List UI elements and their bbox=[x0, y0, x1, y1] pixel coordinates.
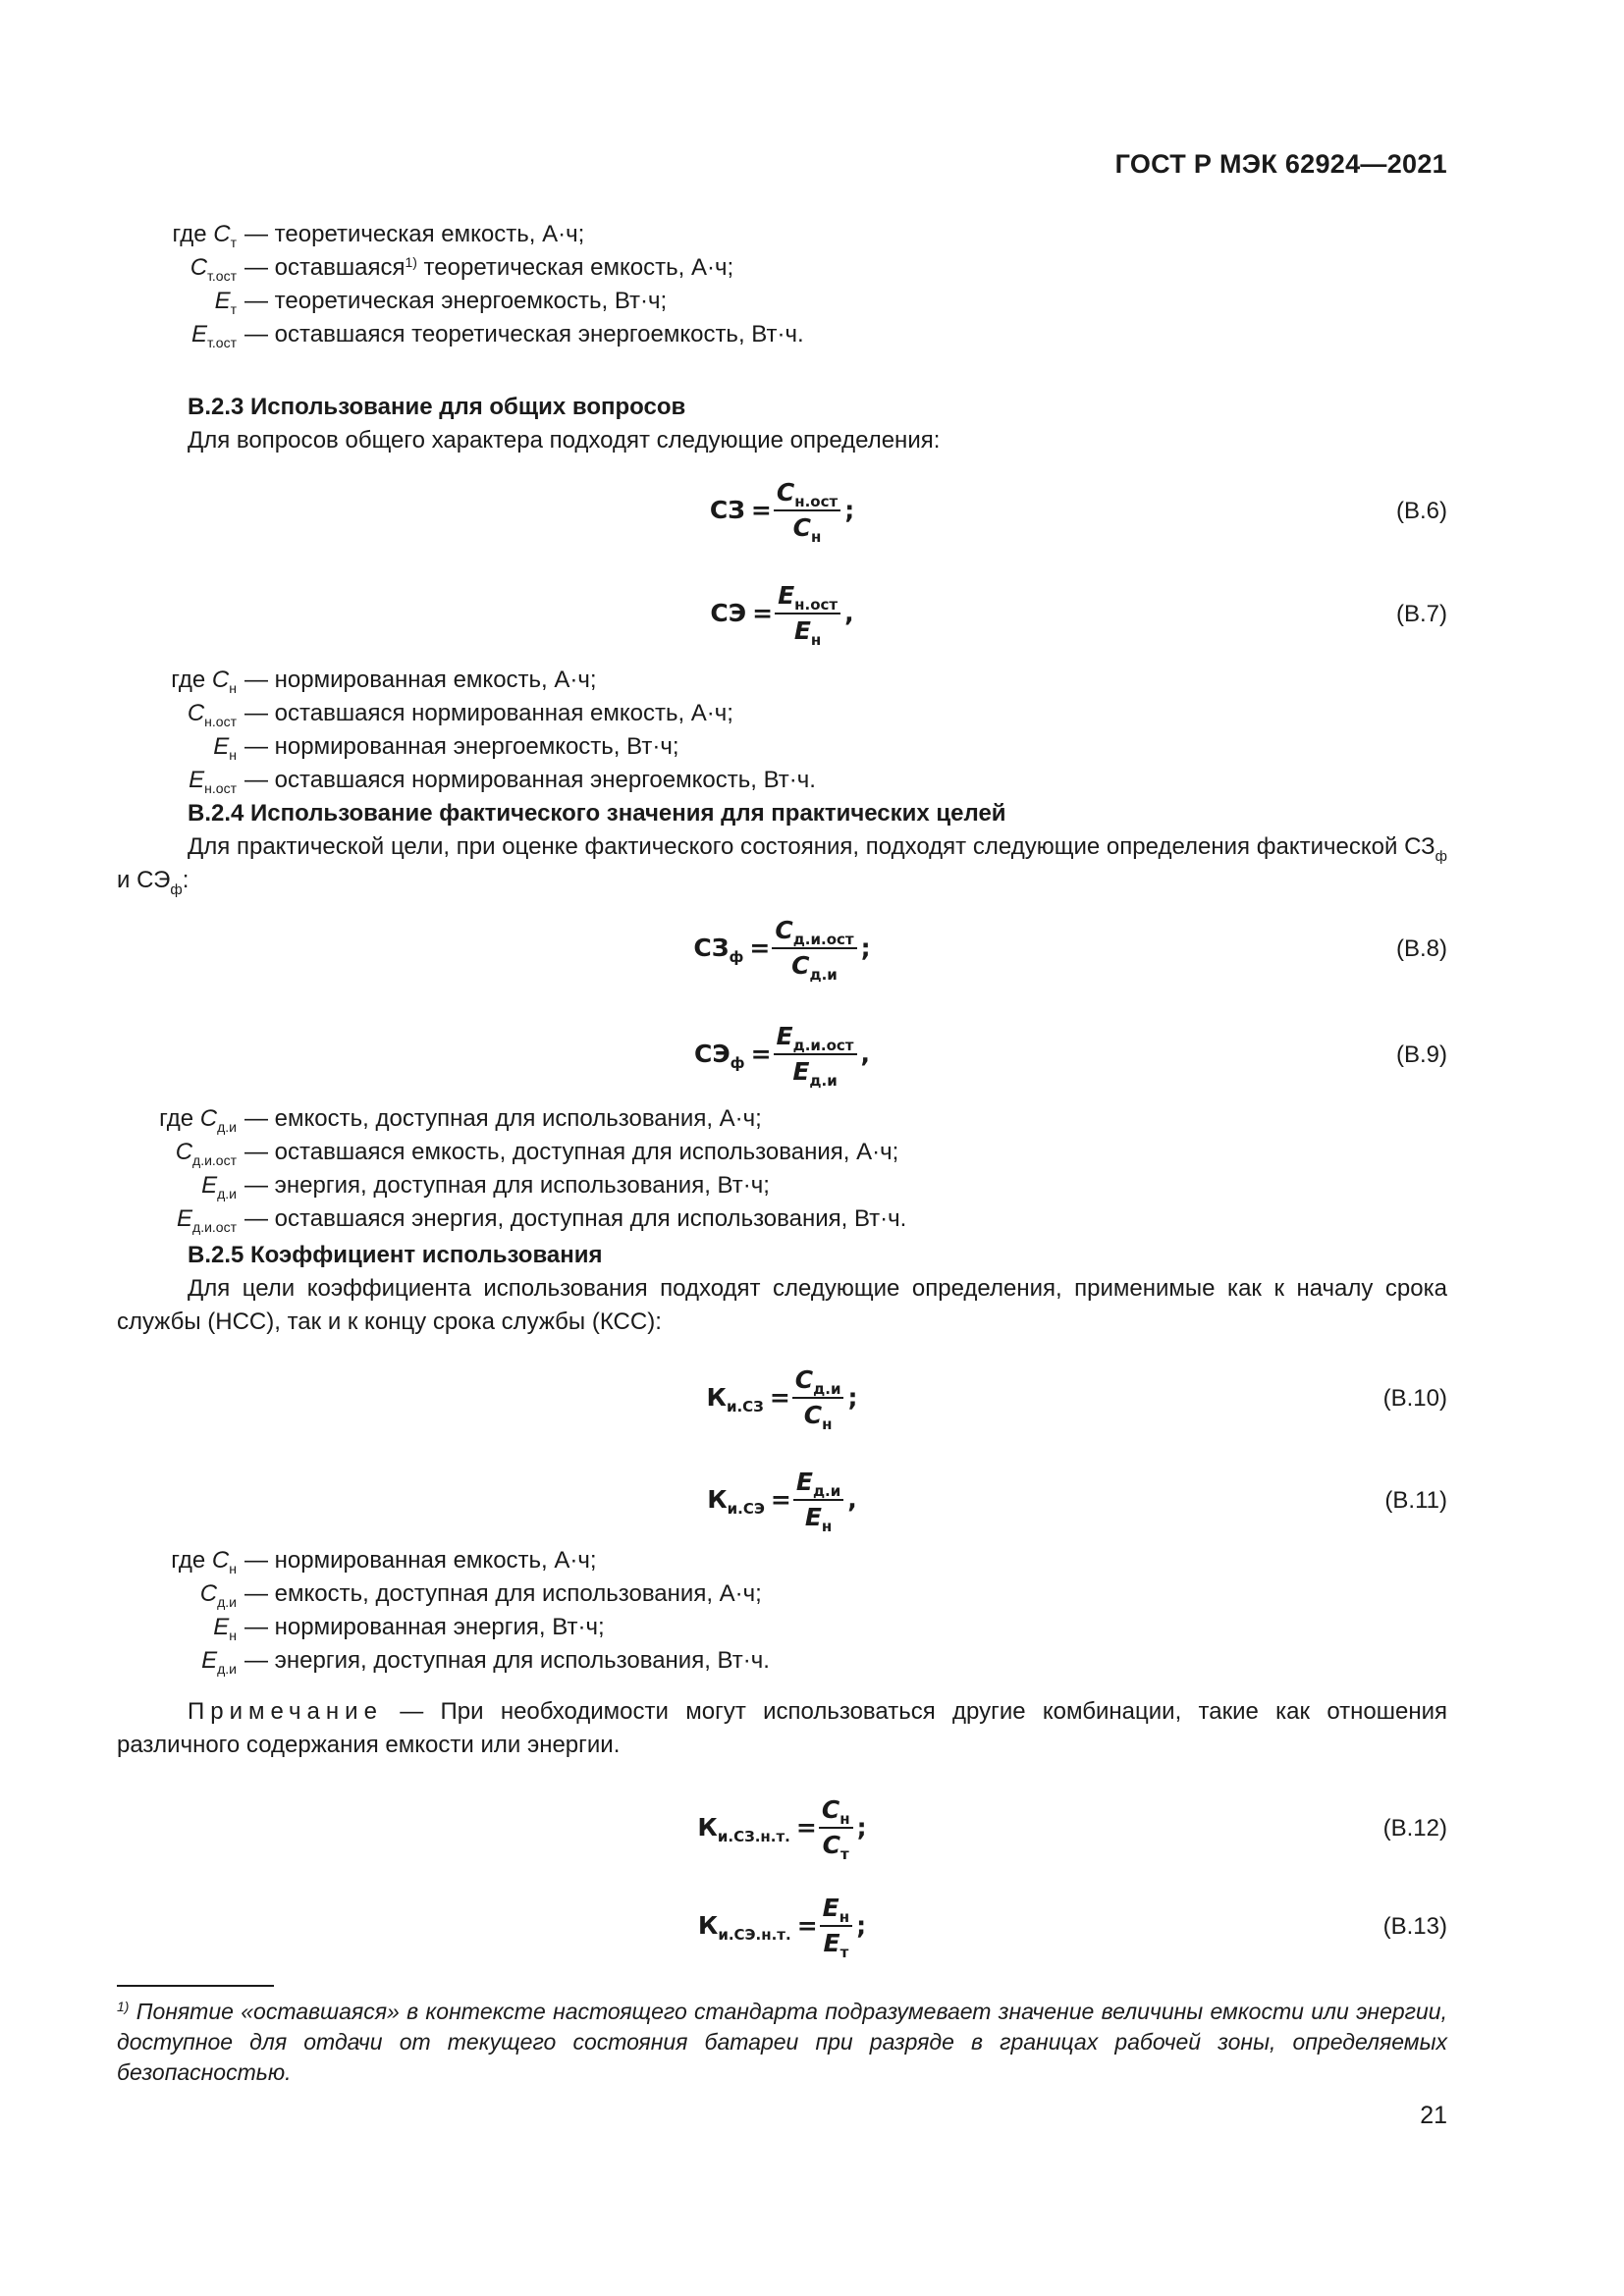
denominator: $Е_н$ bbox=[793, 616, 822, 649]
footnote-ref: 1) bbox=[405, 254, 417, 270]
eq-punct: ; bbox=[860, 934, 871, 962]
eq-punct: ; bbox=[847, 1383, 858, 1412]
eq-punct: ; bbox=[856, 1911, 867, 1940]
section-heading: В.2.3 Использование для общих вопросов bbox=[188, 394, 686, 420]
numerator: $Е_н$ bbox=[820, 1894, 852, 1927]
footnote-divider bbox=[117, 1985, 274, 1987]
equation-b12 bbox=[117, 1779, 1447, 1877]
equation-b11 bbox=[117, 1451, 1447, 1549]
def-description: — нормированная энергоемкость, Вт·ч; bbox=[244, 733, 679, 760]
def-description: — оставшаяся емкость, доступная для использования, А·ч; bbox=[244, 1139, 899, 1165]
numerator: $Е_{н.ост}$ bbox=[775, 581, 840, 614]
def-symbol: $Е_н$ bbox=[213, 1614, 237, 1643]
eq-lhs: СЗ bbox=[709, 496, 745, 524]
footnote-text: Понятие «оставшаяся» в контексте настоящего стандарта подразумевает значение величины емкости или энергии, доступное для отдачи от текущего состояния батареи при разряде в границах рабочей зоны, определяемых безопасностью. bbox=[117, 1999, 1447, 2085]
definitions-available bbox=[117, 1102, 1447, 1236]
note bbox=[117, 1695, 1447, 1762]
eq-sign: = bbox=[752, 599, 774, 627]
numerator: $С_{д.и.ост}$ bbox=[772, 916, 856, 949]
equation-b7 bbox=[117, 564, 1447, 663]
section-heading: В.2.4 Использование фактического значения для практических целей bbox=[188, 800, 1006, 827]
def-symbol: где $С_{д.и}$ bbox=[159, 1105, 237, 1135]
def-description: — емкость, доступная для использования, А·ч; bbox=[244, 1580, 762, 1607]
eq-lhs: $К_{и.СЭ}$ bbox=[707, 1485, 765, 1518]
numerator: $С_н$ bbox=[819, 1795, 853, 1829]
numerator: $Е_{д.и.ост}$ bbox=[774, 1022, 857, 1055]
def-symbol: $Е_{д.и}$ bbox=[201, 1172, 237, 1201]
equation-number: (В.13) bbox=[1382, 1913, 1447, 1940]
eq-lhs: $К_{и.СЗ}$ bbox=[706, 1383, 764, 1415]
document-header: ГОСТ Р МЭК 62924—2021 bbox=[1114, 149, 1447, 179]
section-b24 bbox=[117, 797, 1447, 897]
def-symbol: $С_{д.и}$ bbox=[199, 1580, 237, 1610]
section-b25 bbox=[117, 1239, 1447, 1339]
def-symbol: где $С_н$ bbox=[171, 667, 237, 696]
def-description: — нормированная емкость, А·ч; bbox=[244, 1547, 597, 1574]
footnote-marker: 1) bbox=[117, 1999, 130, 2014]
equation-number: (В.9) bbox=[1395, 1041, 1447, 1068]
eq-punct: ; bbox=[856, 1813, 867, 1842]
equation-b8 bbox=[117, 899, 1447, 997]
def-description: — емкость, доступная для использования, А·ч; bbox=[244, 1105, 762, 1132]
fraction bbox=[774, 478, 840, 546]
paragraph: Для вопросов общего характера подходят следующие определения: bbox=[188, 427, 941, 454]
def-symbol: $С_{д.и.ост}$ bbox=[175, 1139, 237, 1168]
note-text: — При необходимости могут использоваться другие комбинации, такие как отношения различного содержания емкости или энергии. bbox=[117, 1698, 1447, 1758]
def-symbol: $С_{н.ост}$ bbox=[187, 700, 237, 729]
fraction bbox=[820, 1894, 852, 1961]
fraction bbox=[819, 1795, 853, 1863]
def-description: — теоретическая емкость, А·ч; bbox=[244, 221, 585, 247]
denominator: $Е_{д.и}$ bbox=[792, 1057, 838, 1090]
equation-b6 bbox=[117, 461, 1447, 560]
eq-sign: = bbox=[770, 1485, 791, 1514]
def-description: — оставшаяся нормированная энергоемкость, Вт·ч. bbox=[244, 767, 816, 793]
denominator: $Е_н$ bbox=[804, 1503, 833, 1535]
definitions-nominal bbox=[117, 664, 1447, 797]
denominator: $С_{д.и}$ bbox=[791, 951, 838, 984]
equation-b13 bbox=[117, 1877, 1447, 1975]
eq-sign: = bbox=[796, 1911, 818, 1940]
def-description: — оставшаяся нормированная емкость, А·ч; bbox=[244, 700, 733, 726]
equation-b10 bbox=[117, 1349, 1447, 1447]
numerator: $С_{д.и}$ bbox=[792, 1365, 844, 1399]
def-symbol: $Е_{д.и}$ bbox=[201, 1647, 237, 1677]
eq-sign: = bbox=[795, 1813, 817, 1842]
eq-lhs: $СЭ_ф$ bbox=[693, 1040, 745, 1072]
def-symbol: $Е_{д.и.ост}$ bbox=[177, 1205, 237, 1235]
def-symbol: где $С_н$ bbox=[171, 1547, 237, 1576]
def-symbol: $Е_т$ bbox=[214, 288, 237, 317]
eq-sign: = bbox=[749, 934, 771, 962]
equation-number: (В.7) bbox=[1395, 601, 1447, 627]
section-b23 bbox=[117, 391, 1447, 457]
equation-number: (В.11) bbox=[1384, 1487, 1447, 1514]
numerator: $С_{н.ост}$ bbox=[774, 478, 840, 511]
def-symbol: где $С_т$ bbox=[172, 221, 237, 250]
note-paragraph bbox=[117, 1695, 1447, 1762]
equation-number: (В.8) bbox=[1395, 935, 1447, 962]
paragraph: Для цели коэффициента использования подходят следующие определения, применимые как к началу срока службы (НСС), так и к концу срока службы (КСС): bbox=[117, 1275, 1447, 1335]
fraction bbox=[772, 916, 856, 984]
denominator: $С_н$ bbox=[792, 513, 822, 546]
definitions-coefficient bbox=[117, 1544, 1447, 1678]
equation-number: (В.10) bbox=[1382, 1385, 1447, 1412]
def-symbol: $Е_{н.ост}$ bbox=[189, 767, 237, 796]
def-description: — энергия, доступная для использования, Вт·ч; bbox=[244, 1172, 770, 1199]
eq-punct: ; bbox=[844, 496, 855, 524]
fraction bbox=[775, 581, 840, 649]
eq-sign: = bbox=[750, 496, 772, 524]
def-description: — нормированная энергия, Вт·ч; bbox=[244, 1614, 605, 1640]
eq-punct: , bbox=[847, 1485, 857, 1514]
fraction bbox=[792, 1365, 844, 1433]
eq-lhs: $СЗ_ф$ bbox=[693, 934, 744, 966]
eq-punct: , bbox=[844, 599, 854, 627]
eq-sign: = bbox=[750, 1040, 772, 1068]
fraction bbox=[774, 1022, 857, 1090]
def-description: — оставшаяся$^{1)}$ теоретическая емкость, А·ч; bbox=[244, 254, 734, 281]
denominator: $С_т$ bbox=[822, 1831, 849, 1863]
footnote bbox=[117, 1997, 1447, 2088]
def-description: — энергия, доступная для использования, Вт·ч. bbox=[244, 1647, 770, 1674]
eq-lhs: СЭ bbox=[710, 599, 747, 627]
denominator: $Е_т$ bbox=[823, 1929, 849, 1961]
def-description: — оставшаяся энергия, доступная для использования, Вт·ч. bbox=[244, 1205, 907, 1232]
denominator: $С_н$ bbox=[803, 1401, 833, 1433]
eq-punct: , bbox=[860, 1040, 871, 1068]
eq-sign: = bbox=[769, 1383, 790, 1412]
note-label: Примечание bbox=[188, 1698, 383, 1725]
def-description: — теоретическая энергоемкость, Вт·ч; bbox=[244, 288, 668, 314]
equation-number: (В.12) bbox=[1382, 1815, 1447, 1842]
def-symbol: $С_{т.ост}$ bbox=[189, 254, 237, 284]
equation-b9 bbox=[117, 1005, 1447, 1103]
section-heading: В.2.5 Коэффициент использования bbox=[188, 1242, 603, 1268]
def-description: — оставшаяся теоретическая энергоемкость, Вт·ч. bbox=[244, 321, 804, 347]
numerator: $Е_{д.и}$ bbox=[793, 1468, 843, 1501]
paragraph: Для практической цели, при оценке фактического состояния, подходят следующие определения фактической $СЗ_ф$ и $СЭ_ф$: bbox=[117, 833, 1447, 898]
eq-lhs: $К_{и.СЗ.н.т.}$ bbox=[697, 1813, 790, 1845]
equation-number: (В.6) bbox=[1395, 498, 1447, 524]
definitions-theoretical bbox=[117, 218, 1447, 351]
eq-lhs: $К_{и.СЭ.н.т.}$ bbox=[697, 1911, 791, 1944]
fraction bbox=[793, 1468, 843, 1535]
def-description: — нормированная емкость, А·ч; bbox=[244, 667, 597, 693]
page-number: 21 bbox=[1420, 2102, 1447, 2129]
def-symbol: $Е_{т.ост}$ bbox=[191, 321, 237, 350]
def-symbol: $Е_н$ bbox=[213, 733, 237, 763]
